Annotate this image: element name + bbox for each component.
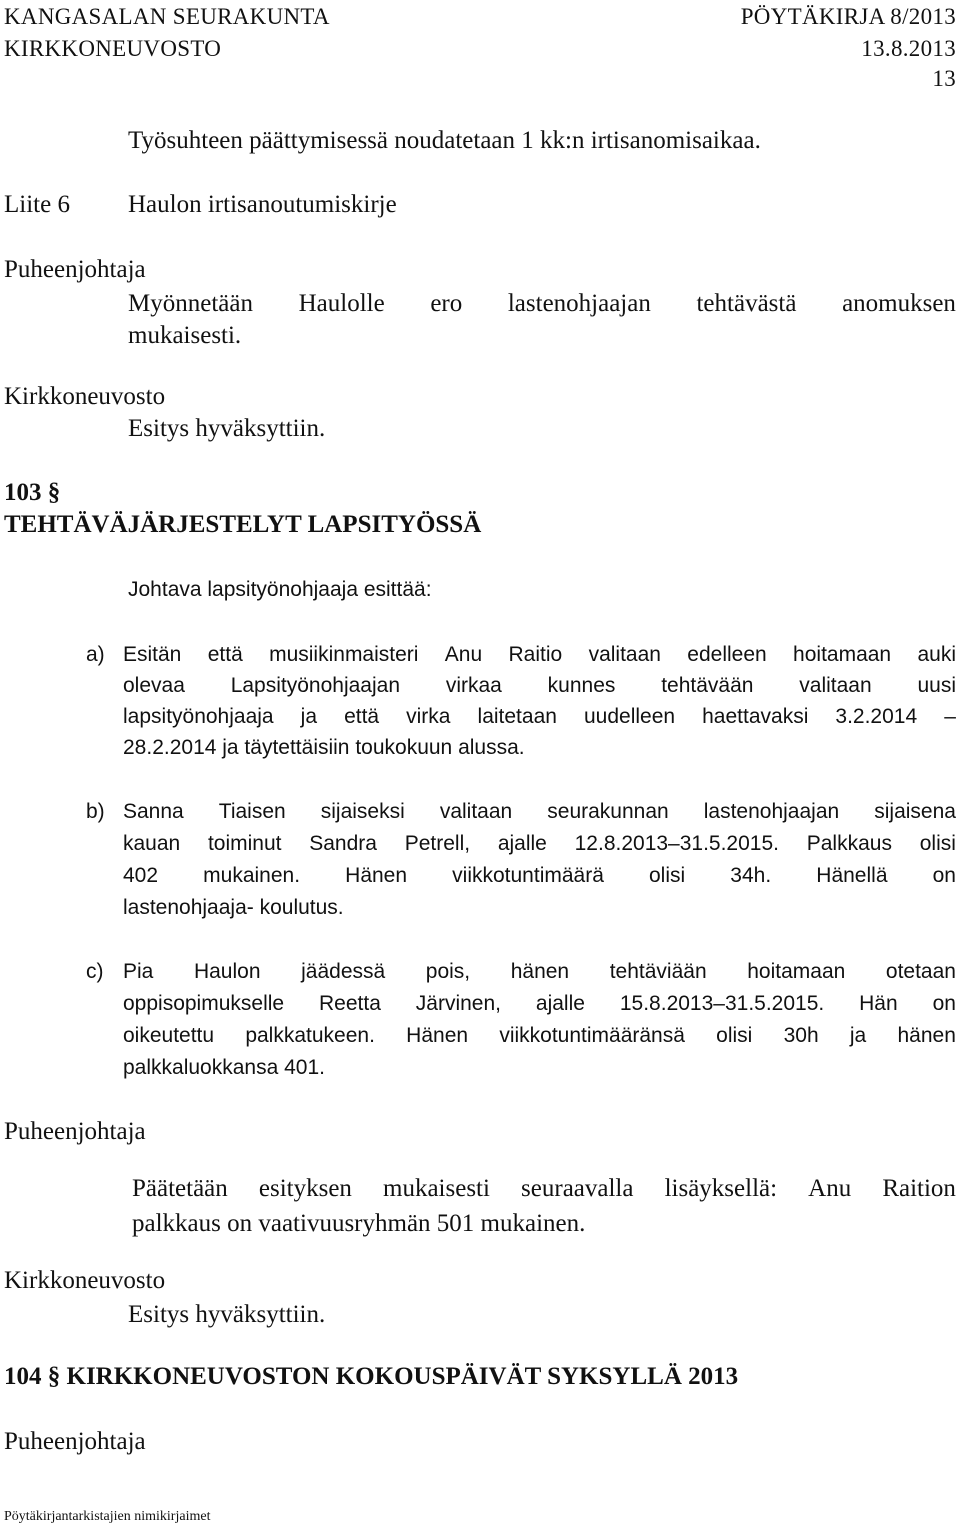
word: olisi — [649, 864, 686, 887]
word: edelleen — [687, 643, 767, 666]
word: sijaiseksi — [320, 800, 405, 823]
word: Raition — [882, 1175, 956, 1202]
item-marker-b: b) — [86, 800, 105, 823]
word: Sandra — [309, 832, 377, 855]
item-a-line — [123, 702, 956, 732]
word: valitaan — [588, 643, 661, 666]
word: ja — [300, 705, 318, 728]
word: mukainen. — [203, 864, 301, 887]
word: Sanna — [123, 800, 184, 823]
word: tehtäviään — [609, 960, 707, 983]
word: 34h. — [730, 864, 772, 887]
chair-proposal-line — [128, 289, 956, 319]
section-number: 104 — [4, 1363, 42, 1390]
word: uudelleen — [583, 705, 676, 728]
word: Hän — [859, 992, 898, 1015]
word: hoitamaan — [747, 960, 846, 983]
word: että — [207, 643, 243, 666]
item-c-line — [123, 989, 956, 1019]
word: esityksen — [258, 1175, 352, 1202]
item-c-line — [123, 957, 956, 987]
word: – — [944, 705, 956, 728]
word: Palkkaus — [806, 832, 892, 855]
section-intro: Johtava lapsityönohjaaja esittää: — [128, 578, 432, 601]
word: olevaa — [123, 674, 185, 697]
section-heading-number — [4, 478, 60, 508]
word: Lapsityönohjaajan — [230, 674, 401, 697]
section-title: TEHTÄVÄJÄRJESTELYT LAPSITYÖSSÄ — [4, 511, 482, 538]
word: tehtävästä — [696, 290, 797, 317]
word: on — [932, 992, 956, 1015]
word: Raitio — [508, 643, 563, 666]
chair-decision-end: palkkaus on vaativuusryhmän 501 mukainen. — [132, 1210, 586, 1237]
word: viikkotuntimäärä — [452, 864, 604, 887]
word: Esitän — [123, 643, 182, 666]
item-a-line — [123, 671, 956, 701]
word: Haulolle — [298, 290, 385, 317]
section-heading — [4, 1362, 738, 1392]
word: auki — [917, 643, 956, 666]
word: musiikinmaisteri — [269, 643, 419, 666]
chair-label: Puheenjohtaja — [4, 1118, 146, 1145]
word: virka — [406, 705, 451, 728]
word: 3.2.2014 — [835, 705, 918, 728]
chair-decision-line — [132, 1174, 956, 1204]
word: lastenohjaajan — [507, 290, 651, 317]
word: lisäyksellä: — [664, 1175, 778, 1202]
council-label: Kirkkoneuvosto — [4, 1267, 166, 1294]
item-a-line — [123, 640, 956, 670]
word: oppisopimukselle — [123, 992, 285, 1015]
council-label: Kirkkoneuvosto — [4, 383, 166, 410]
word: seurakunnan — [547, 800, 669, 823]
word: lastenohjaajan — [703, 800, 840, 823]
item-b-line — [123, 797, 956, 827]
word: ajalle — [497, 832, 547, 855]
attachment-title: Haulon irtisanoutumiskirje — [128, 191, 397, 218]
word: laitetaan — [477, 705, 557, 728]
word: sijaisena — [874, 800, 956, 823]
header-date: 13.8.2013 — [861, 36, 956, 61]
item-marker-a: a) — [86, 643, 105, 666]
word: Hänen — [406, 1024, 469, 1047]
word: Myönnetään — [128, 290, 253, 317]
word: Hänen — [345, 864, 408, 887]
footer-initials-label: Pöytäkirjantarkistajien nimikirjaimet — [4, 1509, 211, 1524]
word: uusi — [917, 674, 956, 697]
chair-proposal-end: mukaisesti. — [128, 322, 242, 349]
word: Järvinen, — [415, 992, 501, 1015]
item-c-line — [123, 1021, 956, 1051]
word: 402 — [123, 864, 159, 887]
word: kauan — [123, 832, 181, 855]
header-doc-number: PÖYTÄKIRJA 8/2013 — [740, 4, 956, 29]
word: ja — [849, 1024, 867, 1047]
word: ero — [430, 290, 463, 317]
header-org: KANGASALAN SEURAKUNTA — [4, 4, 330, 29]
notice-text: Työsuhteen päättymisessä noudatetaan 1 kk:n irtisanomisaikaa. — [128, 127, 761, 154]
section-number: 103 — [4, 479, 42, 506]
word: että — [344, 705, 380, 728]
section-sign: § — [47, 479, 61, 506]
header-body: KIRKKONEUVOSTO — [4, 36, 222, 61]
item-b-line-end: lastenohjaaja- koulutus. — [123, 896, 344, 919]
word: haettavaksi — [702, 705, 809, 728]
word: ajalle — [535, 992, 585, 1015]
word: hoitamaan — [793, 643, 892, 666]
word: pois, — [425, 960, 471, 983]
word: viikkotuntimääränsä — [499, 1024, 685, 1047]
word: Anu — [808, 1175, 852, 1202]
word: Hänellä — [816, 864, 888, 887]
word: mukaisesti — [383, 1175, 490, 1202]
word: virkaa — [445, 674, 502, 697]
word: jäädessä — [301, 960, 386, 983]
word: tehtävään — [661, 674, 754, 697]
item-b-line — [123, 861, 956, 891]
word: olisi — [919, 832, 956, 855]
word: hänen — [510, 960, 570, 983]
word: oikeutettu — [123, 1024, 215, 1047]
word: 12.8.2013–31.5.2015. — [574, 832, 779, 855]
word: Anu — [444, 643, 483, 666]
word: seuraavalla — [521, 1175, 634, 1202]
word: toiminut — [207, 832, 282, 855]
word: Petrell, — [404, 832, 471, 855]
item-b-line — [123, 829, 956, 859]
chair-label: Puheenjohtaja — [4, 256, 146, 283]
word: hänen — [897, 1024, 956, 1047]
word: on — [932, 864, 956, 887]
word: kunnes — [547, 674, 616, 697]
word: palkkatukeen. — [245, 1024, 375, 1047]
item-c-line-end: palkkaluokkansa 401. — [123, 1056, 325, 1079]
word: 30h — [783, 1024, 819, 1047]
word: lapsityönohjaaja — [123, 705, 274, 728]
word: Tiaisen — [218, 800, 286, 823]
word: Haulon — [193, 960, 261, 983]
attachment-label: Liite 6 — [4, 191, 70, 218]
header-page-number: 13 — [932, 66, 956, 91]
word: olisi — [716, 1024, 753, 1047]
word: valitaan — [799, 674, 872, 697]
council-decision: Esitys hyväksyttiin. — [128, 1301, 326, 1328]
word: Päätetään — [132, 1175, 228, 1202]
word: anomuksen — [842, 290, 956, 317]
section-sign: § — [47, 1363, 61, 1390]
chair-label: Puheenjohtaja — [4, 1428, 146, 1455]
word: 15.8.2013–31.5.2015. — [619, 992, 825, 1015]
word: otetaan — [885, 960, 956, 983]
council-decision: Esitys hyväksyttiin. — [128, 415, 326, 442]
word: valitaan — [439, 800, 513, 823]
section-title: KIRKKONEUVOSTON KOKOUSPÄIVÄT SYKSYLLÄ 2013 — [66, 1363, 739, 1390]
item-marker-c: c) — [86, 960, 104, 983]
word: Reetta — [319, 992, 381, 1015]
word: Pia — [123, 960, 154, 983]
item-a-line-end: 28.2.2014 ja täytettäisiin toukokuun alussa. — [123, 736, 525, 759]
